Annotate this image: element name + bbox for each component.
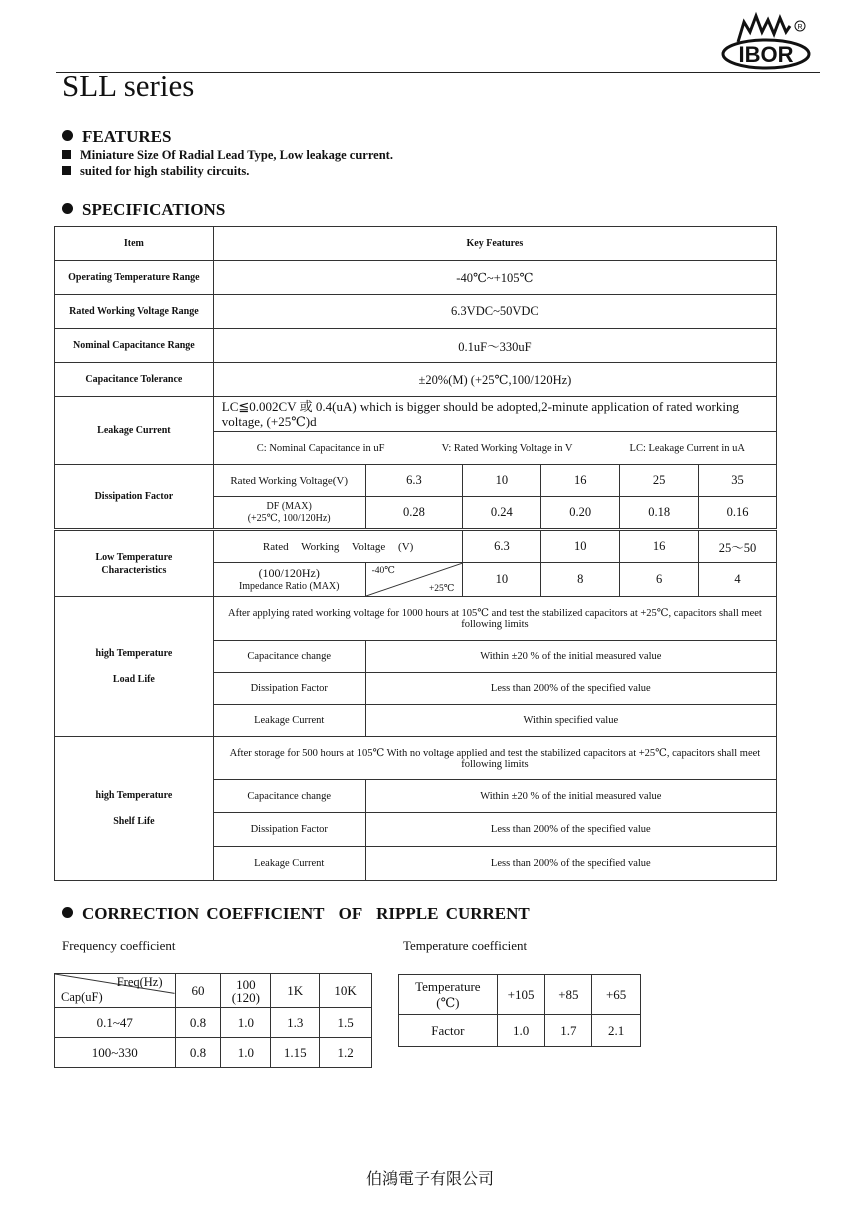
df-voltage: 25	[620, 465, 699, 497]
shelf-life-item: Capacitance change	[213, 780, 365, 813]
capacitance-range-value: 0.1uF～330uF	[213, 329, 776, 363]
logo-text: IBOR	[738, 42, 794, 67]
df-label: Dissipation Factor	[55, 465, 214, 529]
shelf-life-desc: After storage for 500 hours at 105℃ With no voltage applied and test the stabilized capacitors at +25℃, capacitors shall meet following limits	[213, 737, 776, 780]
freq-factor: 0.8	[175, 1038, 221, 1068]
low-temp-voltage-label: Rated Working Voltage (V)	[213, 531, 463, 563]
note-v: V: Rated Working Voltage in V	[441, 442, 573, 454]
df-voltage: 35	[699, 465, 777, 497]
df-value: 0.16	[699, 497, 777, 529]
df-max-label: DF (MAX) (+25℃, 100/120Hz)	[213, 497, 365, 529]
tolerance-value: ±20%(M) (+25℃,100/120Hz)	[213, 363, 776, 397]
freq-factor: 1.0	[221, 1008, 271, 1038]
freq-header: Freq(Hz)	[116, 975, 163, 989]
low-temp-voltage: 6.3	[463, 531, 541, 563]
voltage-range-label: Rated Working Voltage Range	[55, 295, 214, 329]
load-life-item: Dissipation Factor	[213, 673, 365, 705]
impedance-value: 8	[541, 563, 620, 597]
freq-column: 60	[175, 974, 221, 1008]
load-life-desc: After applying rated working voltage for 1000 hours at 105℃ and test the stabilized capacitors at +25℃, capacitors shall meet following limits	[213, 597, 776, 641]
frequency-coefficient-table	[54, 973, 372, 1068]
specifications-table	[54, 226, 777, 529]
freq-factor: 1.5	[320, 1008, 372, 1038]
freq-factor: 1.0	[221, 1038, 271, 1068]
footer-company: 伯鴻電子有限公司	[365, 1169, 494, 1188]
page-title: SLL series	[62, 68, 195, 103]
note-c: C: Nominal Capacitance in uF	[256, 442, 385, 454]
tolerance-label: Capacitance Tolerance	[55, 363, 214, 397]
low-temp-label: Low Temperature Characteristics	[55, 531, 214, 597]
specifications-heading: SPECIFICATIONS	[62, 200, 225, 220]
ripple-heading: CORRECTION COEFFICIENT OF RIPPLE CURRENT	[62, 904, 530, 924]
temp-factor: 1.0	[497, 1015, 545, 1047]
life-test-table	[54, 596, 777, 881]
load-life-label: high Temperature Load Life	[55, 597, 214, 737]
freq-factor: 0.8	[175, 1008, 221, 1038]
shelf-life-label: high Temperature Shelf Life	[55, 737, 214, 881]
load-life-value: Within ±20 % of the initial measured value	[365, 641, 776, 673]
svg-text:R: R	[797, 24, 803, 31]
temp-ref: +25℃	[428, 584, 455, 594]
feature-item: suited for high stability circuits.	[62, 164, 249, 179]
shelf-life-item: Dissipation Factor	[213, 813, 365, 847]
leakage-formula: LC≦0.002CV 或 0.4(uA) which is bigger should be adopted,2-minute application of rated working voltage, (+25℃)d	[213, 397, 776, 432]
capacitance-range-label: Nominal Capacitance Range	[55, 329, 214, 363]
features-heading: FEATURES	[62, 127, 171, 147]
temperature-header: Temperature (℃)	[399, 975, 498, 1015]
impedance-value: 10	[463, 563, 541, 597]
header-key-features: Key Features	[213, 227, 776, 261]
low-temp-voltage: 25～50	[699, 531, 777, 563]
load-life-value: Within specified value	[365, 705, 776, 737]
bullet-icon	[62, 907, 73, 918]
df-voltage: 6.3	[365, 465, 463, 497]
op-temp-value: -40℃~+105℃	[213, 261, 776, 295]
temp-column: +85	[545, 975, 592, 1015]
temp-factor: 2.1	[592, 1015, 641, 1047]
op-temp-label: Operating Temperature Range	[55, 261, 214, 295]
low-temp-voltage: 16	[620, 531, 699, 563]
freq-factor: 1.2	[320, 1038, 372, 1068]
temp-diagonal-cell	[365, 563, 463, 597]
impedance-ratio-label: (100/120Hz) Impedance Ratio (MAX)	[213, 563, 365, 597]
header-item: Item	[55, 227, 214, 261]
temp-coefficient-title: Temperature coefficient	[403, 938, 528, 953]
freq-factor: 1.3	[271, 1008, 320, 1038]
impedance-value: 6	[620, 563, 699, 597]
freq-coefficient-title: Frequency coefficient	[62, 938, 176, 953]
shelf-life-value: Within ±20 % of the initial measured value	[365, 780, 776, 813]
df-value: 0.28	[365, 497, 463, 529]
leakage-notes	[213, 432, 776, 465]
load-life-item: Leakage Current	[213, 705, 365, 737]
temp-low: -40℃	[371, 566, 395, 576]
temp-column: +105	[497, 975, 545, 1015]
df-voltage: 10	[463, 465, 541, 497]
factor-label: Factor	[399, 1015, 498, 1047]
shelf-life-value: Less than 200% of the specified value	[365, 847, 776, 881]
freq-cap-diagonal-cell	[55, 974, 176, 1008]
temperature-coefficient-table	[398, 974, 641, 1047]
df-value: 0.20	[541, 497, 620, 529]
specifications-table-lower	[54, 530, 777, 597]
company-logo	[718, 8, 814, 70]
leakage-label: Leakage Current	[55, 397, 214, 465]
df-voltage-label: Rated Working Voltage(V)	[213, 465, 365, 497]
low-temp-voltage: 10	[541, 531, 620, 563]
bullet-icon	[62, 203, 73, 214]
freq-column: 10K	[320, 974, 372, 1008]
load-life-item: Capacitance change	[213, 641, 365, 673]
df-value: 0.18	[620, 497, 699, 529]
load-life-value: Less than 200% of the specified value	[365, 673, 776, 705]
bullet-icon	[62, 130, 73, 141]
cap-range: 0.1~47	[55, 1008, 176, 1038]
freq-factor: 1.15	[271, 1038, 320, 1068]
shelf-life-value: Less than 200% of the specified value	[365, 813, 776, 847]
temp-factor: 1.7	[545, 1015, 592, 1047]
impedance-value: 4	[699, 563, 777, 597]
note-lc: LC: Leakage Current in uA	[629, 442, 745, 454]
cap-range: 100~330	[55, 1038, 176, 1068]
freq-column: 100 (120)	[221, 974, 271, 1008]
shelf-life-item: Leakage Current	[213, 847, 365, 881]
cap-header: Cap(uF)	[61, 990, 103, 1004]
temp-column: +65	[592, 975, 641, 1015]
df-value: 0.24	[463, 497, 541, 529]
square-bullet-icon	[62, 150, 71, 159]
square-bullet-icon	[62, 166, 71, 175]
voltage-range-value: 6.3VDC~50VDC	[213, 295, 776, 329]
df-voltage: 16	[541, 465, 620, 497]
feature-item: Miniature Size Of Radial Lead Type, Low leakage current.	[62, 148, 393, 163]
freq-column: 1K	[271, 974, 320, 1008]
